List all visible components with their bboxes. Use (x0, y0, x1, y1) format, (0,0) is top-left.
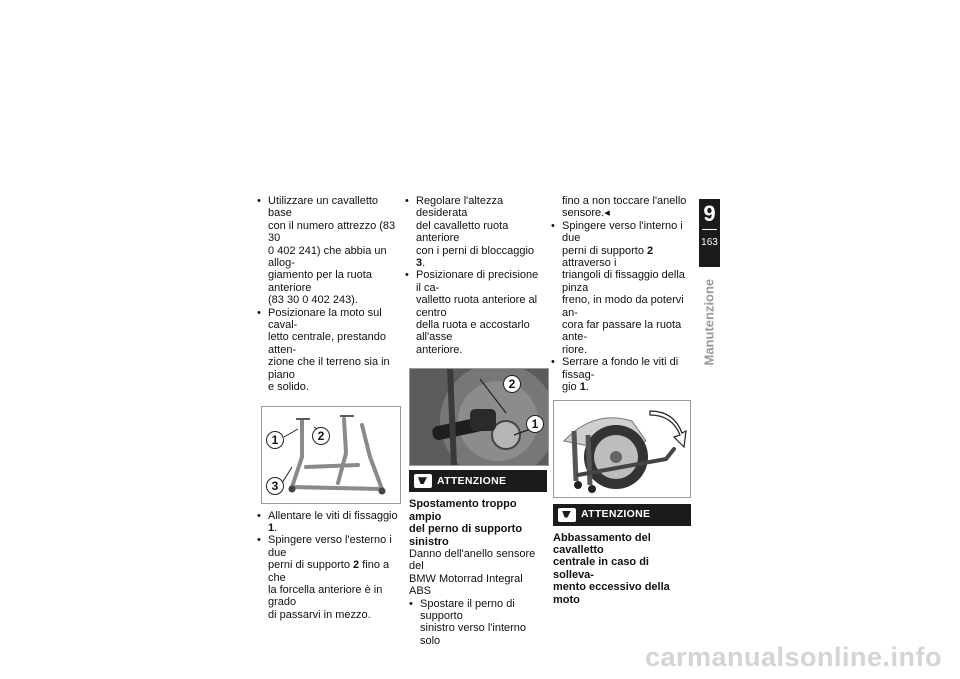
wheel-axle-photo (409, 368, 549, 466)
tab-divider (702, 229, 717, 230)
chapter-number: 9 (703, 201, 716, 226)
instruction-position-bike: • Posizionare la moto sul caval- letto centrale, prestando atten- zione che il terreno sia in piano e solido. (257, 306, 390, 394)
stand-lifting-illustration (554, 401, 690, 497)
stand-lifting-figure (553, 400, 691, 498)
instruction-adjust-height: • Regolare l'altezza desiderata del cavalletto ruota anteriore con i perni di bloccaggio 3. (405, 195, 535, 270)
continued-text: fino a non toccare l'anello sensore.◂ (562, 195, 687, 220)
callout-3: 3 (266, 477, 284, 495)
callout-2: 2 (312, 427, 330, 445)
instruction-position-stand: • Posizionare di precisione il ca- valletto ruota anteriore al centro della ruota e accostarlo all'asse anteriore. (405, 269, 539, 356)
warning-heading: Spostamento troppo ampio del perno di supporto sinistro (409, 498, 523, 548)
warning-icon (558, 508, 576, 522)
instruction-push-pins-in: • Spingere verso l'interno i due perni di supporto 2 attraverso i triangoli di fissaggio della pinza freno, in modo da potervi an- cora far passare la ruota ante- riore. (551, 219, 685, 356)
instruction-move-left-pin: • Spostare il perno di supporto sinistro verso l'interno solo (409, 597, 527, 647)
warning-text: Danno dell'anello sensore del BMW Motorrad Integral ABS (409, 547, 536, 598)
section-side-title: Manutenzione (701, 278, 717, 366)
column-1 (257, 195, 399, 621)
callout-1: 1 (266, 431, 284, 449)
page-number: 163 (701, 237, 718, 248)
column-2 (405, 195, 545, 647)
instruction-push-pins-out: • Spingere verso l'esterno i due perni di supporto 2 fino a che la forcella anteriore è in grado di passarvi in mezzo. (257, 534, 392, 621)
callout-2: 2 (503, 375, 521, 393)
front-stand-figure (261, 406, 401, 504)
instruction-loosen-screws: • Allentare le viti di fissaggio 1. (257, 509, 398, 534)
chapter-tab (699, 199, 720, 267)
warning-heading: Abbassamento del cavalletto centrale in caso di solleva- mento eccessivo della moto (553, 531, 670, 606)
warning-icon (414, 474, 432, 488)
warning-banner: ATTENZIONE (553, 504, 691, 526)
instruction-tighten-screws: • Serrare a fondo le viti di fissag- gio 1. (551, 356, 679, 394)
end-mark-icon: ◂ (604, 207, 610, 220)
instruction-use-stand: • Utilizzare un cavalletto base con il numero attrezzo (83 30 0 402 241) che abbia un allog- giamento per la ruota anteriore (83 30 0 402 243). (257, 195, 396, 307)
column-3 (551, 195, 691, 606)
callout-1: 1 (526, 415, 544, 433)
warning-banner: ATTENZIONE (409, 470, 547, 492)
watermark: carmanualsonline.info (644, 642, 942, 672)
